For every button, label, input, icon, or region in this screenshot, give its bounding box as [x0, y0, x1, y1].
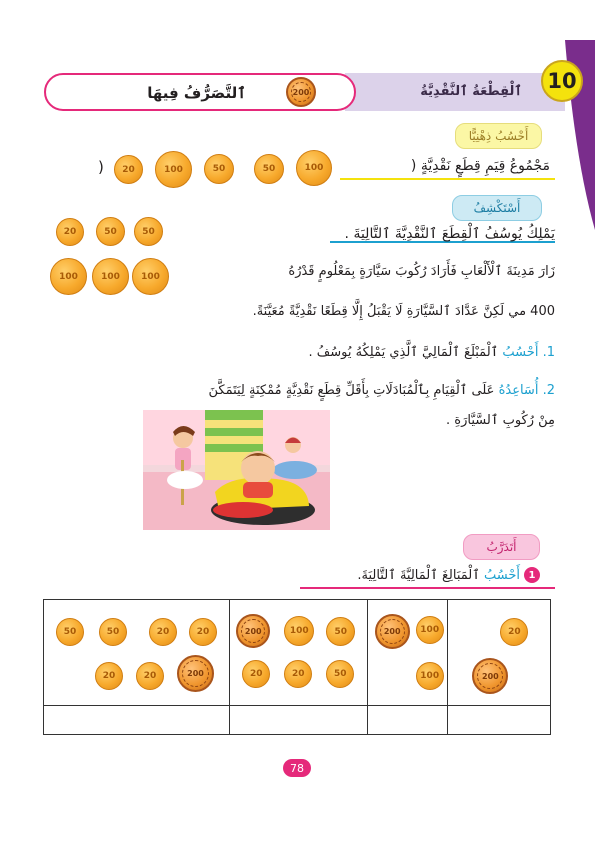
discover-line-2: زَارَ مَدِينَةَ ٱلْأَلْعَابِ فَأَرَادَ رُكُوبَ سَيَّارَةٍ بِمَعْلُومٍ قَدْرُهُ: [288, 264, 555, 279]
page-number-badge: [283, 759, 311, 777]
coin: 200: [472, 658, 508, 694]
question-2-number: 2.: [542, 383, 555, 398]
tag-practice: أَتَدَرَّبُ: [463, 534, 540, 560]
exercise-number: 1: [528, 569, 536, 581]
answer-cell-2[interactable]: [230, 706, 367, 735]
header-coin: 200: [286, 77, 316, 107]
discover-line-1: يَمْلِكُ يُوسُفُ ٱلْقِطَعَ ٱلنَّقْدِيَّةَ ٱلتَّالِيَةَ .: [344, 226, 555, 242]
coin: 20: [149, 618, 177, 646]
question-1-text: ٱلْمَبْلَغَ ٱلْمَالِيَّ ٱلَّذِي يَمْلِكُهُ يُوسُفُ .: [308, 345, 499, 360]
coin: 100: [155, 151, 192, 188]
amusement-park-illustration: [143, 410, 330, 530]
coin: 20: [114, 155, 143, 184]
coin: 200: [236, 614, 270, 648]
mental-underline: [340, 178, 555, 180]
exercise-table: [43, 599, 551, 735]
coin: 50: [96, 217, 125, 246]
coin: 50: [254, 154, 284, 184]
coin: 20: [95, 662, 123, 690]
coin: 20: [500, 618, 528, 646]
coin: 20: [56, 218, 84, 246]
question-2: [60, 383, 555, 398]
coin-cell-2: [230, 600, 367, 706]
coin: 50: [204, 154, 234, 184]
coin: 200: [375, 614, 410, 649]
tag-discover: أَسْتَكْشِفُ: [452, 195, 542, 221]
coin-cell-3: [367, 600, 448, 706]
coin: 200: [177, 655, 214, 692]
question-2-line-2: مِنْ رُكُوبِ ٱلسَّيَّارَةِ .: [446, 413, 555, 428]
coin-cell-4: [448, 600, 551, 706]
coin: 100: [92, 258, 129, 295]
lesson-title: ٱلْقِطْعَةُ ٱلنَّقْدِيَّةُ: [420, 84, 522, 99]
answer-cell-4[interactable]: [448, 706, 551, 735]
coin: 100: [416, 616, 444, 644]
lesson-subtitle: ٱلتَّصَرُّفُ فِيهَا: [147, 84, 246, 102]
mental-text: مَجْمُوعُ قِيَمِ قِطَعٍ نَقْدِيَّةٍ (: [410, 158, 550, 174]
lesson-number-badge: [541, 60, 583, 102]
answer-cell-3[interactable]: [367, 706, 448, 735]
exercise-instruction: [275, 568, 520, 583]
coin: 100: [296, 150, 332, 186]
mental-close-paren: ): [98, 158, 104, 176]
coin: 50: [56, 618, 84, 646]
coin: 20: [136, 662, 164, 690]
coin: 20: [242, 660, 270, 688]
question-2-text: عَلَى ٱلْقِيَامِ بِٱلْمُبَادَلَاتِ بِأَقَلِّ قِطَعٍ نَقْدِيَّةٍ مُمْكِنَةٍ لِيَتَمَكَّنَ: [208, 383, 495, 398]
question-1-verb: أَحْسُبُ: [502, 345, 539, 360]
question-1: [200, 345, 555, 360]
coin: 100: [132, 258, 169, 295]
coin: 50: [134, 217, 163, 246]
coin: 20: [189, 618, 217, 646]
exercise-verb: أَحْسُبُ: [483, 568, 520, 583]
tag-mental: أَحْسُبُ ذِهْنِيًّا: [455, 123, 542, 149]
subtitle-pill: [44, 73, 356, 111]
coin: 50: [326, 660, 354, 688]
coin: 100: [284, 616, 314, 646]
exercise-text: ٱلْمَبَالِغَ ٱلْمَالِيَّةَ ٱلتَّالِيَةَ.: [357, 568, 480, 583]
practice-underline: [300, 587, 555, 589]
question-1-number: 1.: [542, 345, 555, 360]
answer-cell-1[interactable]: [44, 706, 230, 735]
coin: 100: [416, 662, 444, 690]
exercise-number-badge: [524, 567, 540, 583]
lesson-number: 10: [547, 69, 577, 93]
coin: 20: [284, 660, 312, 688]
coin: 100: [50, 258, 87, 295]
discover-line-3: 400 مي لَكِنَّ عَدَّادَ ٱلسَّيَّارَةِ لَا يَقْبَلُ إِلَّا قِطَعًا نَقْدِيَّةً مُعَيَّنَةً.: [252, 304, 555, 319]
page-number: 78: [290, 761, 304, 775]
coin: 50: [99, 618, 127, 646]
coin-cell-1: [44, 600, 230, 706]
question-2-verb: أُسَاعِدُهُ: [498, 383, 539, 398]
coin: 50: [326, 617, 355, 646]
